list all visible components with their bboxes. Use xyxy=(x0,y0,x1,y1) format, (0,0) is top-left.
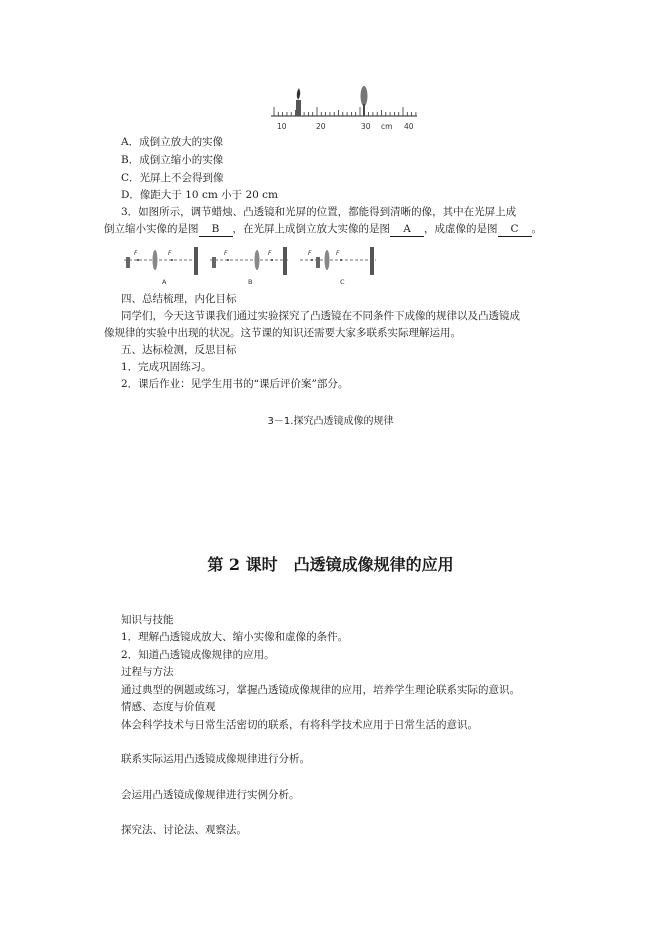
f-label: F xyxy=(134,250,138,257)
f-label: F xyxy=(268,250,272,257)
panel-label: B xyxy=(248,278,253,286)
question3-line2 xyxy=(104,222,542,237)
panel-b xyxy=(210,247,288,286)
difficulty: 会运用凸透镜成像规律进行实例分析。 xyxy=(121,789,300,801)
candle xyxy=(316,257,320,268)
tick-label: 30 xyxy=(361,122,371,131)
q3-text-a: 倒立缩小实像的是图 xyxy=(104,223,199,235)
lens xyxy=(153,250,158,270)
candle xyxy=(126,257,130,268)
panel-a xyxy=(124,247,198,286)
summary-para-2: 像规律的实验中出现的状况。这节课的知识还需要大家多联系实际理解运用。 xyxy=(104,327,461,339)
f-label: F xyxy=(336,250,340,257)
option-d: D．像距大于 10 cm 小于 20 cm xyxy=(121,189,279,201)
emotion-heading: 情感、态度与价值观 xyxy=(121,701,216,713)
teaching-methods: 探究法、讨论法、观察法。 xyxy=(121,824,247,836)
candle xyxy=(296,88,301,116)
lesson-title: 第 2 课时 凸透镜成像规律的应用 xyxy=(207,555,454,574)
f-label: F xyxy=(224,250,228,257)
panel-c xyxy=(300,247,376,286)
lens xyxy=(361,86,368,116)
process-text: 通过典型的例题或练习，掌握凸透镜成像规律的应用，培养学生理论联系实际的意识。 xyxy=(121,684,520,696)
unit-label: cm xyxy=(381,122,393,131)
answer-enlarged: A xyxy=(390,222,424,237)
screen xyxy=(194,247,198,275)
panel-label: C xyxy=(340,278,345,286)
ruler-figure xyxy=(0,0,661,135)
tick-label: 10 xyxy=(277,122,287,131)
screen xyxy=(370,247,374,275)
summary-heading: 四、总结梳理，内化目标 xyxy=(121,293,237,305)
question3-line1: 3．如图所示，调节蜡烛、凸透镜和光屏的位置，都能得到清晰的像，其中在光屏上成 xyxy=(121,206,517,218)
lens-diagram xyxy=(0,242,661,292)
tick-label: 20 xyxy=(316,122,326,131)
option-c: C．光屏上不会得到像 xyxy=(121,172,224,184)
emotion-text: 体会科学技术与日常生活密切的联系，有将科学技术应用于日常生活的意识。 xyxy=(121,719,478,731)
f-label: F xyxy=(168,250,172,257)
option-a: A．成倒立放大的实像 xyxy=(121,136,224,148)
key-point: 联系实际运用凸透镜成像规律进行分析。 xyxy=(121,753,310,765)
lens xyxy=(325,250,330,270)
panel-label: A xyxy=(162,278,167,286)
answer-virtual: C xyxy=(498,222,532,237)
assessment-heading: 五、达标检测，反思目标 xyxy=(121,344,237,356)
answer-reduced: B xyxy=(199,222,233,237)
tick-label: 40 xyxy=(404,122,414,131)
option-b: B．成倒立缩小的实像 xyxy=(121,154,224,166)
q3-text-d: 。 xyxy=(531,223,542,235)
candle xyxy=(212,257,216,268)
lens xyxy=(255,250,260,270)
screen xyxy=(283,247,287,275)
summary-para-1: 同学们，今天这节课我们通过实验探究了凸透镜在不同条件下成像的规律以及凸透镜成 xyxy=(121,310,520,322)
q3-text-c: ，成虚像的是图 xyxy=(424,223,498,235)
knowledge-item-1: 1．理解凸透镜成放大、缩小实像和虚像的条件。 xyxy=(121,631,349,643)
q3-text-b: ，在光屏上成倒立放大实像的是图 xyxy=(232,223,390,235)
board-title: 3－1.探究凸透镜成像的规律 xyxy=(267,416,394,427)
process-heading: 过程与方法 xyxy=(121,666,174,678)
assessment-item-1: 1．完成巩固练习。 xyxy=(121,361,212,373)
assessment-item-2: 2．课后作业：见学生用书的“课后评价案”部分。 xyxy=(121,378,349,390)
knowledge-item-2: 2．知道凸透镜成像规律的应用。 xyxy=(121,649,275,661)
f-label: F xyxy=(308,250,312,257)
ruler xyxy=(271,107,417,116)
knowledge-heading: 知识与技能 xyxy=(121,614,174,626)
